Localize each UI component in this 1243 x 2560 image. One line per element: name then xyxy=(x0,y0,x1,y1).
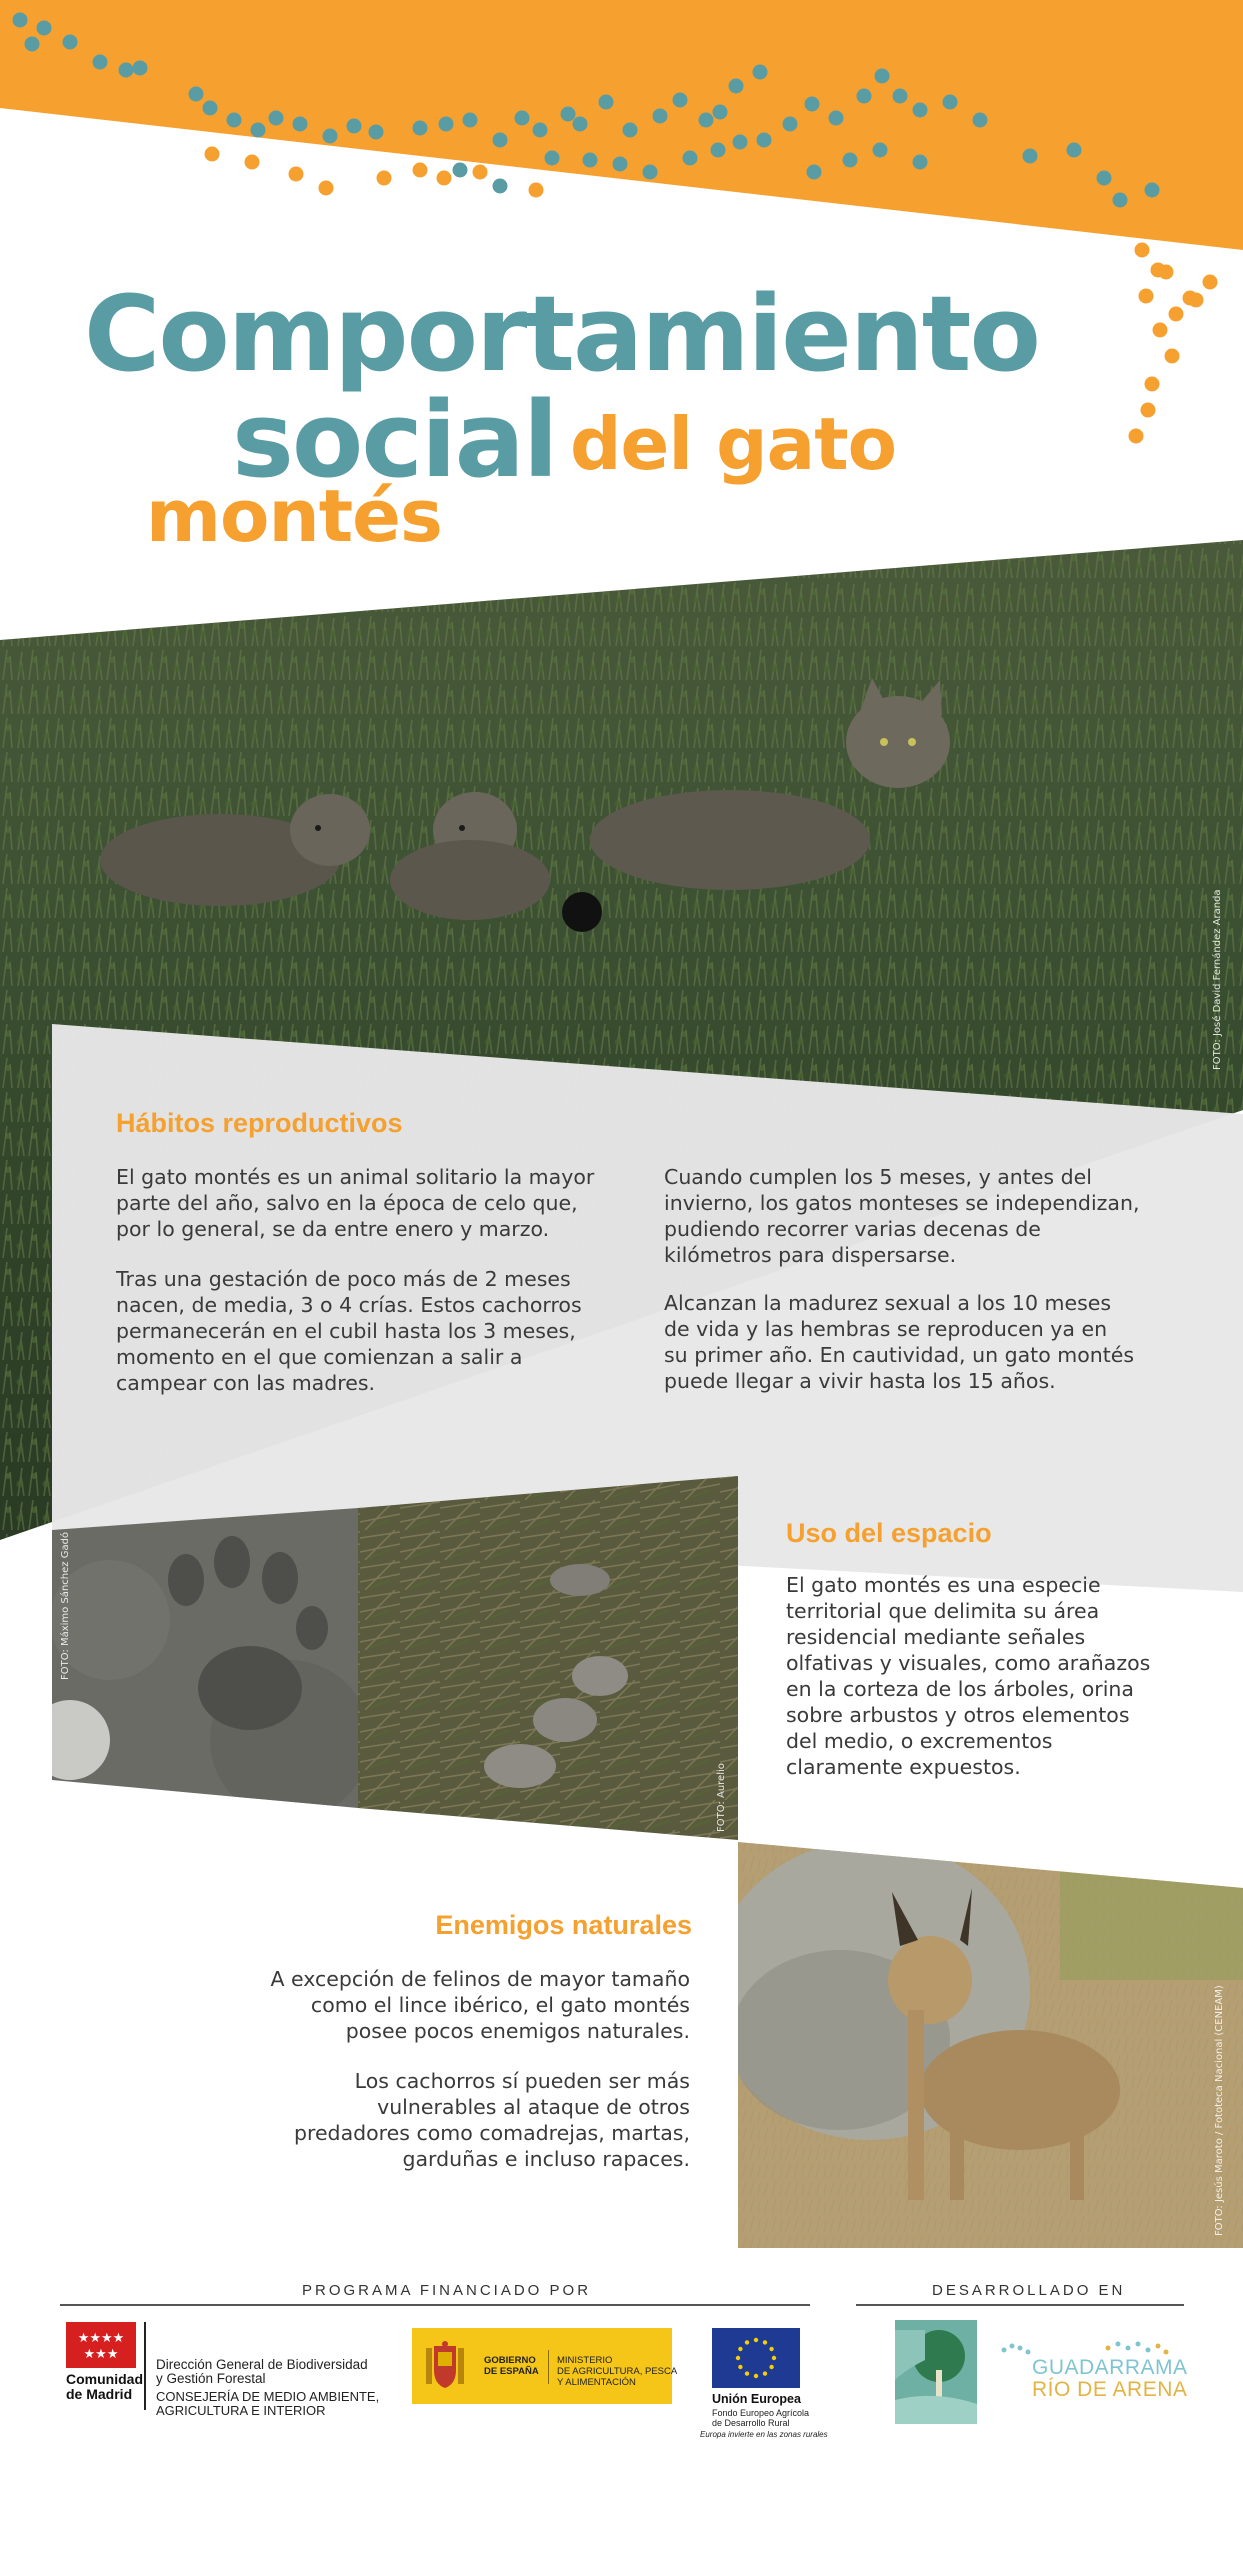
coat-of-arms-icon xyxy=(424,2340,466,2392)
section-title-uso: Uso del espacio xyxy=(786,1518,992,1548)
text-line: del medio, o excrementos xyxy=(786,1729,1053,1753)
text-line: su primer año. En cautividad, un gato montés xyxy=(664,1343,1135,1367)
photo-credit-scat: FOTO: Aurelio xyxy=(716,1763,727,1832)
stars-icon xyxy=(66,2322,136,2368)
text-line: invierno, los gatos monteses se independizan, xyxy=(664,1191,1140,1215)
uso-paragraph xyxy=(786,1572,1206,1780)
text-line: por lo general, se da entre enero y marzo. xyxy=(116,1217,550,1241)
desarrollado-label: DESARROLLADO EN xyxy=(932,2282,1126,2299)
gobierno-separator xyxy=(548,2350,549,2384)
svg-text:★★★: ★★★ xyxy=(83,2347,119,2362)
text-line: Alcanzan la madurez sexual a los 10 meses xyxy=(664,1291,1112,1315)
photo-credit-footprint: FOTO: Máximo Sánchez Gadó xyxy=(60,1531,71,1680)
parque-regional-logo xyxy=(895,2320,977,2424)
svg-text:★★★★: ★★★★ xyxy=(77,2331,125,2346)
text-line: de Desarrollo Rural xyxy=(712,2418,790,2428)
text-line: El gato montés es un animal solitario la mayor xyxy=(116,1165,595,1189)
text-line: Los cachorros sí pueden ser más xyxy=(354,2069,690,2093)
eu-flag-icon xyxy=(712,2328,800,2388)
section-title-enemigos: Enemigos naturales xyxy=(435,1910,692,1940)
text-line: de vida y las hembras se reproducen ya en xyxy=(664,1317,1108,1341)
title-del-gato: del gato xyxy=(570,402,897,486)
text-line: DE AGRICULTURA, PESCA xyxy=(557,2366,678,2377)
ministerio-text xyxy=(557,2355,677,2388)
text-line: momento en el que comienzan a salir a xyxy=(116,1345,523,1369)
photo-credit-main: FOTO: José David Fernández Aranda xyxy=(1212,889,1223,1070)
footer-rule-right xyxy=(856,2304,1184,2306)
text-line: como el lince ibérico, el gato montés xyxy=(310,1993,690,2017)
text-line: territorial que delimita su área xyxy=(786,1599,1100,1623)
text-line: AGRICULTURA E INTERIOR xyxy=(156,2403,326,2418)
text-line: y Gestión Forestal xyxy=(156,2371,266,2386)
eu-motto-text: Europa invierte en las zonas rurales xyxy=(700,2430,828,2439)
text-line: Cuando cumplen los 5 meses, y antes del xyxy=(664,1165,1092,1189)
text-line: parte del año, salvo en la época de celo que, xyxy=(116,1191,578,1215)
text-line: permanecerán en el cubil hasta los 3 meses, xyxy=(116,1319,576,1343)
text-line: en la corteza de los árboles, orina xyxy=(786,1677,1134,1701)
title-social: social xyxy=(232,379,557,501)
text-line: MINISTERIO xyxy=(557,2355,613,2366)
comunidad-madrid-logo xyxy=(66,2322,136,2368)
footprint-photo xyxy=(30,1500,370,1820)
feader-text xyxy=(712,2408,809,2428)
text-line: predadores como comadrejas, martas, xyxy=(293,2121,690,2145)
text-line: Comunidad xyxy=(66,2371,143,2387)
scat-photo xyxy=(358,1470,738,1850)
footer-rule-left xyxy=(60,2304,810,2306)
text-line: Tras una gestación de poco más de 2 meses xyxy=(116,1267,571,1291)
text-line: sobre arbustos y otros elementos xyxy=(786,1703,1130,1727)
text-line: A excepción de felinos de mayor tamaño xyxy=(270,1967,690,1991)
text-line: kilómetros para dispersarse. xyxy=(664,1243,957,1267)
text-line: de Madrid xyxy=(66,2386,133,2402)
direccion-general-text xyxy=(156,2358,368,2386)
rio-de-arena-text: RÍO DE ARENA xyxy=(1032,2378,1188,2401)
text-line: CONSEJERÍA DE MEDIO AMBIENTE, xyxy=(156,2389,380,2404)
text-line: GOBIERNO xyxy=(484,2355,536,2366)
gobierno-text xyxy=(484,2355,539,2377)
consejeria-text xyxy=(156,2390,379,2418)
text-line: Fondo Europeo Agrícola xyxy=(712,2408,810,2418)
text-line: nacen, de media, 3 o 4 crías. Estos cachorros xyxy=(116,1293,582,1317)
text-line: residencial mediante señales xyxy=(786,1625,1086,1649)
text-line: claramente expuestos. xyxy=(786,1755,1021,1779)
title-comportamiento: Comportamiento xyxy=(84,273,1039,395)
enemigos-p1 xyxy=(190,1966,690,2044)
text-line: vulnerables al ataque de otros xyxy=(377,2095,690,2119)
title-montes: montés xyxy=(146,474,442,558)
text-line: DE ESPAÑA xyxy=(484,2366,539,2377)
section-title-habitos: Hábitos reproductivos xyxy=(116,1108,403,1138)
text-line: olfativas y visuales, como arañazos xyxy=(786,1651,1151,1675)
photo-credit-lynx: FOTO: Jesús Maroto / Fototeca Nacional (CENEAM) xyxy=(1214,1985,1225,2236)
text-line: pudiendo recorrer varias decenas de xyxy=(664,1217,1041,1241)
lynx-photo xyxy=(710,1840,1243,2260)
text-line: El gato montés es una especie xyxy=(786,1573,1101,1597)
text-line: posee pocos enemigos naturales. xyxy=(345,2019,690,2043)
logo-divider xyxy=(144,2322,146,2410)
text-line: campear con las madres. xyxy=(116,1371,376,1395)
comunidad-madrid-name xyxy=(66,2372,143,2402)
enemigos-p2 xyxy=(190,2068,690,2172)
programa-financiado-label: PROGRAMA FINANCIADO POR xyxy=(302,2282,592,2299)
guadarrama-text: GUADARRAMA xyxy=(1032,2356,1188,2379)
text-line: Y ALIMENTACIÓN xyxy=(557,2377,636,2388)
text-line: puede llegar a vivir hasta los 15 años. xyxy=(664,1369,1056,1393)
text-line: Dirección General de Biodiversidad xyxy=(156,2357,368,2372)
union-europea-text: Unión Europea xyxy=(712,2392,801,2406)
text-line: garduñas e incluso rapaces. xyxy=(402,2147,690,2171)
